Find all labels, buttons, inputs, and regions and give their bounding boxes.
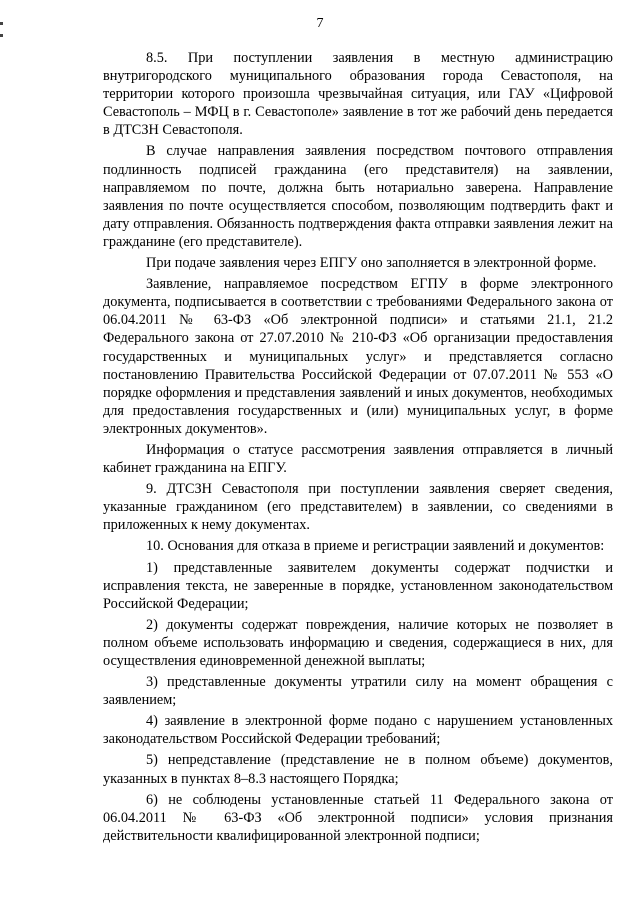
scan-edge-mark	[0, 34, 3, 37]
document-body	[103, 49, 613, 848]
paragraph-status-info: Информация о статусе рассмотрения заявления отправляется в личный кабинет гражданина на ЕПГУ.	[103, 441, 613, 477]
list-item-3: 3) представленные документы утратили силу на момент обращения с заявлением;	[103, 674, 613, 709]
list-item-2: 2) документы содержат повреждения, наличие которых не позволяет в полном объеме использовать информацию и сведения, содержащиеся в них, для осуществления единовременной денежной выплаты;	[103, 616, 613, 669]
list-item-4: 4) заявление в электронной форме подано с нарушением установленных законодательством Российской Федерации требований;	[103, 713, 613, 748]
paragraph-9: 9. ДТСЗН Севастополя при поступлении заявления сверяет сведения, указанные гражданином (его представителем) в заявлении, со сведениями в приложенных к нему документах.	[103, 481, 613, 534]
paragraph-10: 10. Основания для отказа в приеме и регистрации заявлений и документов:	[146, 538, 605, 555]
paragraph-electronic-signature: Заявление, направляемое посредством ЕГПУ в форме электронного документа, подписывается в соответствии с требованиями Федерального закона от 06.04.2011 № 63-ФЗ «Об электронной подписи» и статьями 21.1, 21.2 Федерального закона от 27.07.2010 № 210-ФЗ «Об организации предоставления государственных и муниципальных услуг» и представляется согласно постановлению Правительства Российской Федерации от 07.07.2011 № 553 «О порядке оформления и представления заявлений и иных документов, необходимых для предоставления государственных и (или) муниципальных услуг, в форме электронных документов».	[103, 276, 613, 437]
paragraph-8-5: 8.5. При поступлении заявления в местную администрацию внутригородского муниципального образования города Севастополя, на территории которого произошла чрезвычайная ситуация, или ГАУ «Цифровой Севастополь – МФЦ в г. Севастополе» заявление в тот же рабочий день передается в ДТСЗН Севастополя.	[103, 50, 613, 139]
paragraph-epgu-submission: При подаче заявления через ЕПГУ оно заполняется в электронной форме.	[146, 255, 597, 272]
paragraph-postal-submission: В случае направления заявления посредством почтового отправления подлинность подписей гражданина (его представителя) на заявлении, направляемом по почте, должна быть нотариально заверена. Направление заявления по почте осуществляется способом, позволяющим подтвердить факт и дату отправления. Обязанность подтверждения факта отправки заявления лежит на гражданине (его представителе).	[103, 143, 613, 250]
page-number: 7	[316, 16, 324, 31]
list-item-6: 6) не соблюдены установленные статьей 11 Федерального закона от 06.04.2011 № 63-ФЗ «Об электронной подписи» условия признания действительности квалифицированной электронной подписи;	[103, 791, 613, 844]
list-item-1: 1) представленные заявителем документы содержат подчистки и исправления текста, не заверенные в порядке, установленном законодательством Российской Федерации;	[103, 559, 613, 612]
list-item-5: 5) непредставление (представление не в полном объеме) документов, указанных в пунктах 8–8.3 настоящего Порядка;	[103, 752, 613, 787]
